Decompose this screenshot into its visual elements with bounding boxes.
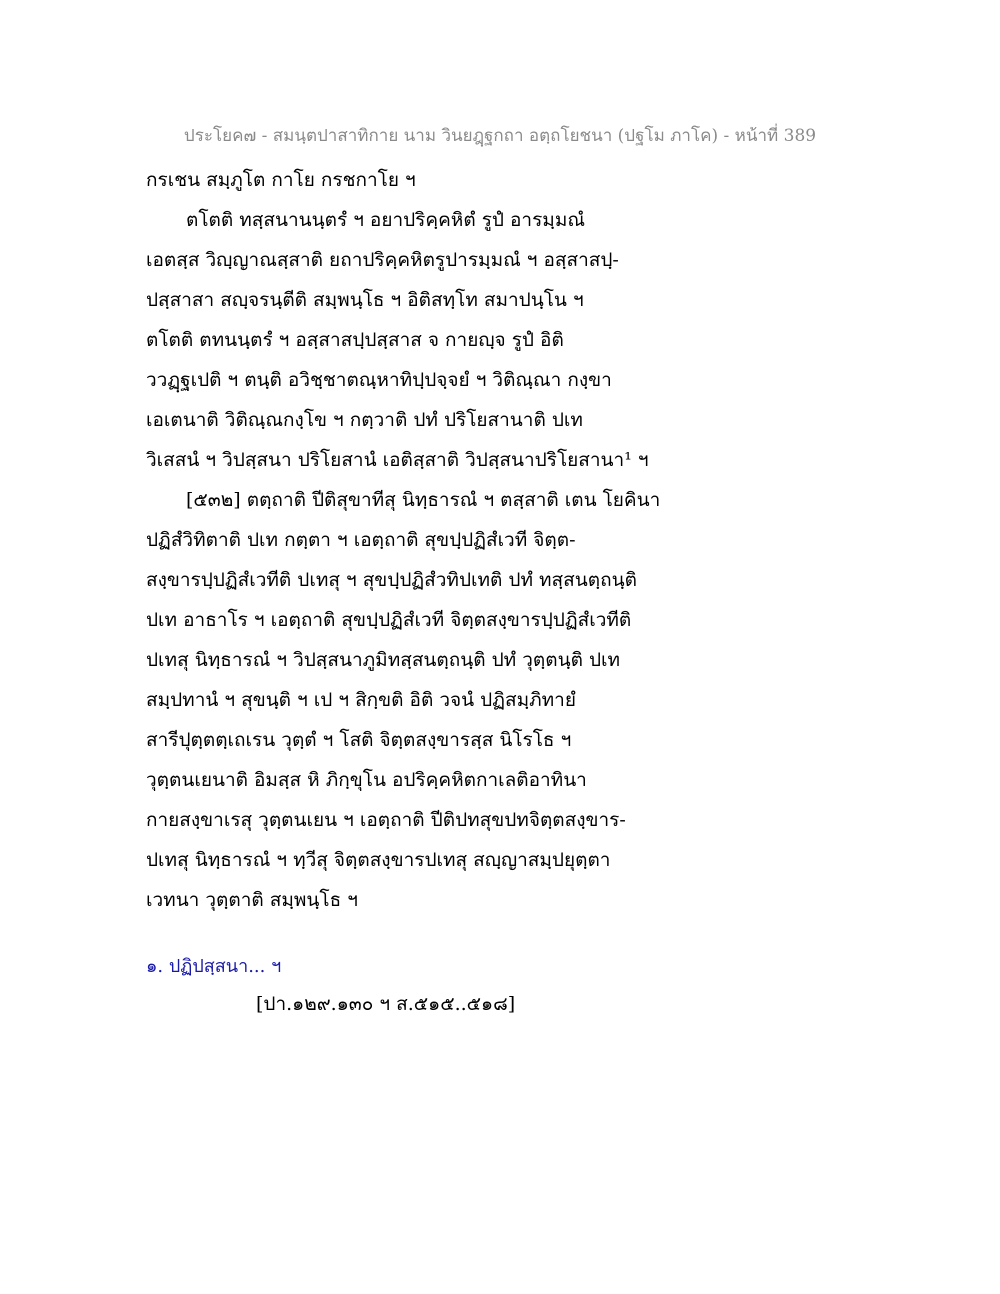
text-line: เอตสฺส วิญฺญาณสฺสาติ ยถาปริคฺคหิตรูปารมฺมณํ ฯ อสฺสาสปฺ- [146,249,619,271]
text-line: ปสฺสาสา สญฺจรนฺตีติ สมฺพนฺโธ ฯ อิติสทฺโท สมาปนฺโน ฯ [146,289,584,311]
text-line: ววฏฺฐเปติ ฯ ตนฺติ อวิชฺชาตณฺหาทิปฺปจฺจยํ ฯ วิติณฺณา กงฺขา [146,369,612,391]
text-line: กายสงฺขาเรสุ วุตฺตนเยน ฯ เอตฺถาติ ปีติปทสุขปทจิตฺตสงฺขาร- [146,809,626,831]
text-line: เอเตนาติ วิติณฺณกงฺโข ฯ กตฺวาติ ปทํ ปริโยสานาติ ปเท [146,409,583,431]
text-line: วิเสสนํ ฯ วิปสฺสนา ปริโยสานํ เอติสฺสาติ วิปสฺสนาปริโยสานา¹ ฯ [146,449,649,471]
text-line: สารีปุตฺตตฺเถเรน วุตฺตํ ฯ โสติ จิตฺตสงฺขารสฺส นิโรโธ ฯ [146,729,572,751]
text-line: ปเท อาธาโร ฯ เอตฺถาติ สุขปฺปฏิสํเวที จิตฺตสงฺขารปฺปฏิสํเวทีติ [146,609,632,631]
text-line: ตโตติ ตทนนฺตรํ ฯ อสฺสาสปฺปสฺสาส จ กายญฺจ รูปํ อิติ [146,329,564,351]
running-header: ประโยค๗ - สมนฺตปาสาทิกาย นาม วินยฎฺฐกถา อตฺถโยชนา (ปฐโม ภาโค) - หน้าที่ 389 [183,126,817,146]
text-line: วุตฺตนเยนาติ อิมสฺส หิ ภิกฺขุโน อปริคฺคหิตกาเลติอาทินา [146,769,587,791]
body-text [146,160,866,920]
text-line: เวทนา วุตฺตาติ สมฺพนฺโธ ฯ [146,889,358,911]
text-line: กรเชน สมฺภูโต กาโย กรชกาโย ฯ [146,169,416,191]
text-line: ปเทสุ นิทฺธารณํ ฯ วิปสฺสนาภูมิทสฺสนตฺถนฺติ ปทํ วุตฺตนฺติ ปเท [146,649,621,671]
text-line: ปฏิสํวิทิตาติ ปเท กตฺตา ฯ เอตฺถาติ สุขปฺปฏิสํเวที จิตฺต- [146,529,576,551]
text-line: สมฺปทานํ ฯ สุขนฺติ ฯ เป ฯ สิกฺขติ อิติ วจนํ ปฏิสมฺภิทายํ [146,689,576,711]
text-line: สงฺขารปฺปฏิสํเวทีติ ปเทสุ ฯ สุขปฺปฏิสํวทิปเทติ ปทํ ทสฺสนตฺถนฺติ [146,569,637,591]
footnote: ๑. ปฏิปสฺสนา... ฯ [146,956,282,977]
text-line: ปเทสุ นิทฺธารณํ ฯ ทฺวีสุ จิตฺตสงฺขารปเทสุ สญฺญาสมฺปยุตฺตา [146,849,611,871]
text-line: [๕๓๒] ตตฺถาติ ปีติสุขาทีสุ นิทฺธารณํ ฯ ตสฺสาติ เตน โยคินา [186,489,661,511]
text-line: ตโตติ ทสฺสนานนฺตรํ ฯ อยาปริคฺคหิตํ รูปํ อารมฺมณํ [186,209,585,231]
page-reference: [ปา.๑๒๙.๑๓๐ ฯ ส.๕๑๕..๕๑๘] [256,993,516,1015]
